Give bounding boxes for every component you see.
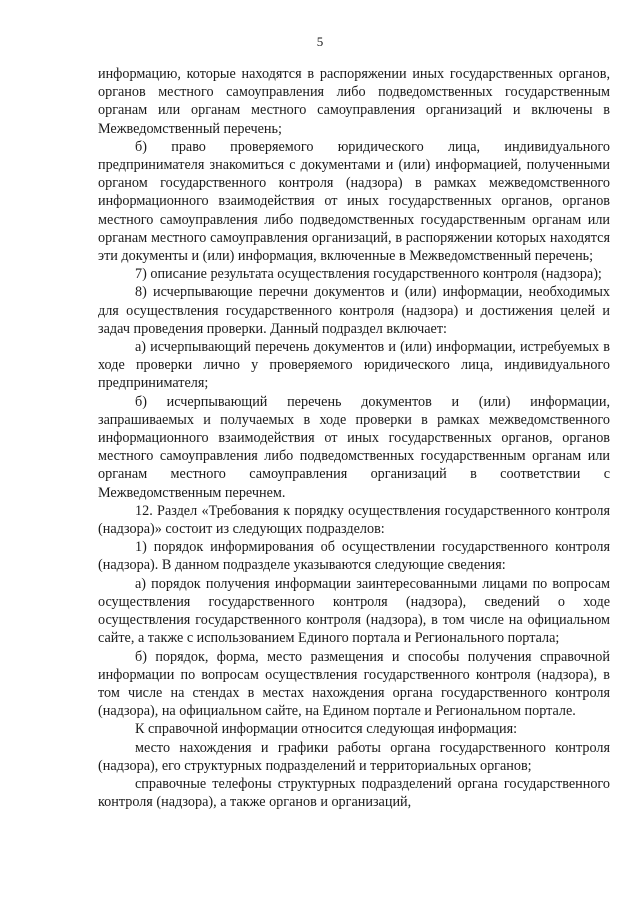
paragraph-item-12-1b: б) порядок, форма, место размещения и способы получения справочной информации по вопросам осуществления государственного контроля (надзора), в том числе на стендах в местах нахождения органа государственного контроля (надзора), на официальном сайте, на Едином портале и Региональном портале.: [98, 648, 610, 720]
paragraph-item-8a: а) исчерпывающий перечень документов и (или) информации, истребуемых в ходе проверки лично у проверяемого юридического лица, индивидуального предпринимателя;: [98, 339, 610, 392]
paragraph-item-8: 8) исчерпывающие перечни документов и (или) информации, необходимых для осуществления государственного контроля (надзора) и достижения целей и задач проведения проверки. Данный подраздел включает:: [98, 284, 610, 337]
paragraph-item-12-1a: а) порядок получения информации заинтересованными лицами по вопросам осуществления государственного контроля (надзора), сведений о ходе осуществления государственного контроля (надзора), в том числе на официальном сайте, а также с использованием Единого портала и Регионального портала;: [98, 575, 610, 647]
document-body: [98, 65, 610, 811]
paragraph-section-12: 12. Раздел «Требования к порядку осуществления государственного контроля (надзора)» состоит из следующих подразделов:: [98, 502, 610, 538]
paragraph-item-b-right-to-view: б) право проверяемого юридического лица, индивидуального предпринимателя знакомиться с документами и (или) информацией, полученными органом государственного контроля (надзора) в рамках межведомственного информационного взаимодействия от иных государственных органов, органов местного самоуправления либо подведомственных государственным органам или органам местного самоуправления организаций, в распоряжении которых находятся эти документы и (или) информация, включенные в Межведомственный перечень;: [98, 138, 610, 265]
paragraph-item-8b: б) исчерпывающий перечень документов и (или) информации, запрашиваемых и получаемых в ходе проверки в рамках межведомственного информационного взаимодействия от иных государственных органов, органов местного самоуправления либо подведомственных государственным органам или органам местного самоуправления организаций в соответствии с Межведомственным перечнем.: [98, 393, 610, 501]
paragraph-item-7: 7) описание результата осуществления государственного контроля (надзора);: [135, 266, 602, 283]
paragraph-continuation: информацию, которые находятся в распоряжении иных государственных органов, органов местного самоуправления либо подведомственных государственным органам или органам местного самоуправления организаций и включены в Межведомственный перечень;: [98, 66, 610, 137]
paragraph-item-12-1: 1) порядок информирования об осуществлении государственного контроля (надзора). В данном подразделе указываются следующие сведения:: [98, 539, 610, 574]
page-number: 5: [316, 34, 324, 49]
paragraph-reference-info: К справочной информации относится следующая информация:: [135, 721, 518, 738]
paragraph-reference-phones: справочные телефоны структурных подразделений органа государственного контроля (надзора), а также органов и организаций,: [98, 775, 610, 811]
paragraph-location-schedule: место нахождения и графики работы органа государственного контроля (надзора), его структурных подразделений и территориальных органов;: [98, 739, 610, 774]
